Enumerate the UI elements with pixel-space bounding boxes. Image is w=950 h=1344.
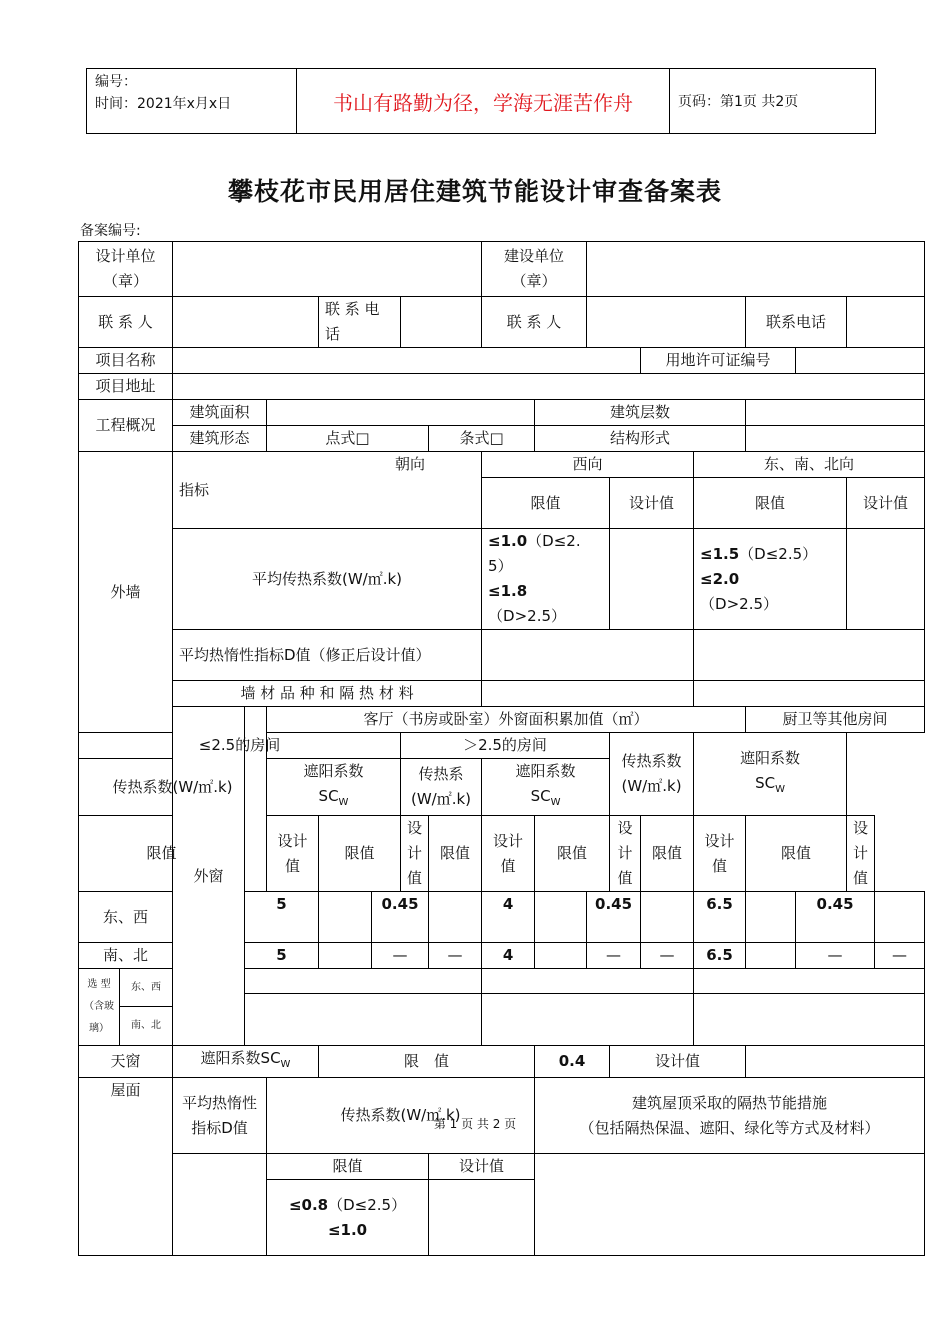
skylight-shading-label bbox=[173, 1046, 319, 1078]
wall-west-label: 西向 bbox=[482, 452, 694, 478]
wall-west-limit-header: 限值 bbox=[482, 478, 610, 529]
contact-phone2-field[interactable] bbox=[847, 297, 925, 348]
window-sn-limit-3: 4 bbox=[482, 943, 535, 969]
window-ew-limit-3: 4 bbox=[482, 892, 535, 943]
structure-type-field[interactable] bbox=[746, 426, 925, 452]
building-form-label: 建筑形态 bbox=[173, 426, 267, 452]
window-selection-text: 选 型 bbox=[87, 979, 111, 990]
wall-inertia-label: 平均热惰性指标D值（修正后设计值） bbox=[173, 630, 482, 681]
window-sel-ew-kitchen-field[interactable] bbox=[694, 969, 925, 994]
window-sn-design-6: — bbox=[875, 943, 925, 969]
wall-indicator-label: 指标 bbox=[173, 478, 482, 529]
window-gt25-shading-text: 遮阳系数 bbox=[515, 762, 576, 780]
wall-ens-limit2: ≤2.0 bbox=[700, 569, 740, 588]
window-le25-shading-text: 遮阳系数 bbox=[303, 762, 364, 780]
contact2-label: 联 系 人 bbox=[482, 297, 587, 348]
page-label: 页码：第1页 共2页 bbox=[670, 69, 876, 134]
filing-form-table bbox=[78, 241, 925, 1256]
wall-west-limit1: ≤1.0 bbox=[488, 532, 528, 550]
wall-material-label: 墙 材 品 种 和 隔 热 材 料 bbox=[173, 681, 482, 707]
window-south-north-label: 南、北 bbox=[79, 943, 173, 969]
window-sel-sn-le25-field[interactable] bbox=[245, 994, 482, 1046]
roof-measures-text: 建筑屋顶采取的隔热节能措施 bbox=[632, 1093, 828, 1112]
wall-west-design-header: 设计值 bbox=[610, 478, 694, 529]
contact2-field[interactable] bbox=[587, 297, 746, 348]
window-sn-design-5[interactable] bbox=[746, 943, 796, 969]
window-selection-orient bbox=[120, 969, 173, 1045]
strip-type-checkbox[interactable]: 条式□ bbox=[429, 426, 535, 452]
window-le25-label: ≤2.5的房间 bbox=[79, 733, 401, 759]
land-permit-label: 用地许可证编号 bbox=[641, 348, 796, 374]
window-ew-design-2[interactable] bbox=[429, 892, 482, 943]
roof-design-header: 设计值 bbox=[429, 1154, 535, 1180]
window-sn-limit-5: 6.5 bbox=[694, 943, 746, 969]
build-unit-label: 建设单位（章） bbox=[482, 242, 587, 297]
window-sel-sn: 南、北 bbox=[131, 1020, 161, 1031]
header-info bbox=[87, 69, 297, 134]
skylight-limit-label: 限 值 bbox=[319, 1046, 535, 1078]
window-ew-limit-2: 0.45 bbox=[372, 892, 429, 943]
window-selection-label bbox=[79, 969, 120, 1045]
window-h-design-3: 设计值 bbox=[482, 816, 535, 892]
record-number-label: 备案编号: bbox=[80, 223, 141, 239]
wall-inertia-ens-field[interactable] bbox=[694, 630, 925, 681]
contact-phone2-label: 联系电话 bbox=[746, 297, 847, 348]
window-h-design-4: 设计值 bbox=[610, 816, 641, 892]
roof-label: 屋面 bbox=[79, 1078, 173, 1256]
window-sel-ew-gt25-field[interactable] bbox=[482, 969, 694, 994]
window-h-limit-4: 限值 bbox=[535, 816, 610, 892]
window-h-design-5: 设计值 bbox=[694, 816, 746, 892]
wall-ens-cond1: （D≤2.5） bbox=[739, 544, 818, 563]
window-ew-limit-4: 0.45 bbox=[587, 892, 641, 943]
wall-ens-limit-header: 限值 bbox=[694, 478, 847, 529]
roof-inertia-field[interactable] bbox=[173, 1154, 267, 1256]
window-le25-heat-label: 传热系数(W/㎡.k) bbox=[79, 759, 267, 816]
contact-phone-field[interactable] bbox=[401, 297, 482, 348]
project-address-label: 项目地址 bbox=[79, 374, 173, 400]
roof-measures-label bbox=[535, 1078, 925, 1154]
footer-page-number: 第 1 页 共 2 页 bbox=[433, 1117, 517, 1131]
window-sn-design-2: — bbox=[429, 943, 482, 969]
wall-ens-cond2: （D>2.5） bbox=[700, 594, 779, 613]
page-title: 攀枝花市民用居住建筑节能设计审查备案表 bbox=[227, 177, 722, 206]
window-kitchen-label: 厨卫等其他房间 bbox=[746, 707, 925, 733]
window-h-limit-6: 限值 bbox=[746, 816, 847, 892]
window-sn-design-1[interactable] bbox=[319, 943, 372, 969]
window-kitchen-shading-label bbox=[694, 733, 847, 816]
window-gt25-label: ＞2.5的房间 bbox=[401, 733, 610, 759]
wall-label: 外墙 bbox=[79, 452, 173, 733]
roof-design-field[interactable] bbox=[429, 1180, 535, 1256]
wall-inertia-west-field[interactable] bbox=[482, 630, 694, 681]
window-le25-sc: SC bbox=[318, 787, 339, 805]
window-gt25-shading-label bbox=[482, 759, 610, 816]
window-h-design-1: 设计值 bbox=[267, 816, 319, 892]
wall-ens-design-header: 设计值 bbox=[847, 478, 925, 529]
window-label: 外窗 bbox=[173, 707, 245, 1046]
building-area-label: 建筑面积 bbox=[173, 400, 267, 426]
window-selection-subtable bbox=[79, 969, 172, 1045]
land-permit-field[interactable] bbox=[796, 348, 925, 374]
window-h-design-2: 设计值 bbox=[401, 816, 429, 892]
window-kitchen-shading-text: 遮阳系数 bbox=[740, 749, 801, 767]
building-floors-label: 建筑层数 bbox=[535, 400, 746, 426]
window-east-west-label: 东、西 bbox=[79, 892, 173, 943]
window-ew-design-1[interactable] bbox=[319, 892, 372, 943]
window-ew-design-5[interactable] bbox=[746, 892, 796, 943]
design-unit-label: 设计单位（章） bbox=[79, 242, 173, 297]
wall-ens-limit-cell bbox=[694, 529, 847, 630]
number-label: 编号： bbox=[95, 74, 137, 90]
skylight-limit-value: 0.4 bbox=[535, 1046, 610, 1078]
time-label: 时间：2021年x月x日 bbox=[95, 96, 232, 112]
wall-ens-label: 东、南、北向 bbox=[694, 452, 925, 478]
window-sn-limit-4: — bbox=[587, 943, 641, 969]
contact-label: 联 系 人 bbox=[79, 297, 173, 348]
roof-limit-header: 限值 bbox=[267, 1154, 429, 1180]
window-gt25-heat-label bbox=[401, 759, 482, 816]
window-gt25-heat-text: 传热系 bbox=[418, 765, 464, 783]
overview-label: 工程概况 bbox=[79, 400, 173, 452]
window-kitchen-sc-w: W bbox=[775, 784, 785, 795]
window-le25-sc-w: W bbox=[338, 797, 349, 808]
header-table bbox=[86, 68, 876, 134]
window-h-limit-2: 限值 bbox=[319, 816, 401, 892]
wall-material-ens-field[interactable] bbox=[694, 681, 925, 707]
contact-field[interactable] bbox=[173, 297, 319, 348]
wall-ens-limit1: ≤1.5 bbox=[700, 544, 740, 563]
project-address-field[interactable] bbox=[173, 374, 925, 400]
window-sn-limit-2: — bbox=[372, 943, 429, 969]
window-kitchen-heat-text: 传热系数(W/㎡.k) bbox=[621, 752, 682, 795]
project-name-field[interactable] bbox=[173, 348, 641, 374]
window-gt25-sc: SC bbox=[530, 787, 551, 805]
roof-measures-field[interactable] bbox=[535, 1154, 925, 1256]
window-ew-limit-5: 6.5 bbox=[694, 892, 746, 943]
building-floors-field[interactable] bbox=[746, 400, 925, 426]
wall-west-cond2: （D>2.5） bbox=[488, 607, 567, 625]
window-h-design-6: 设计值 bbox=[847, 816, 875, 892]
window-kitchen-heat-label bbox=[610, 733, 694, 816]
skylight-label: 天窗 bbox=[79, 1046, 173, 1078]
window-sel-ew: 东、西 bbox=[120, 969, 172, 1007]
window-sn-limit-6: — bbox=[796, 943, 875, 969]
build-unit-field[interactable] bbox=[587, 242, 925, 297]
window-ew-limit-1: 5 bbox=[245, 892, 319, 943]
wall-orientation-label: 朝向 bbox=[173, 452, 482, 478]
skylight-design-label: 设计值 bbox=[610, 1046, 746, 1078]
project-name-label: 项目名称 bbox=[79, 348, 173, 374]
skylight-design-field[interactable] bbox=[746, 1046, 925, 1078]
roof-limit1: ≤0.8 bbox=[288, 1195, 329, 1214]
structure-type-label: 结构形式 bbox=[535, 426, 746, 452]
building-area-field[interactable] bbox=[267, 400, 535, 426]
wall-west-cond1: （D≤2.5） bbox=[488, 532, 581, 575]
skylight-shading-text: 遮阳系数SC bbox=[200, 1049, 281, 1067]
window-ew-design-4[interactable] bbox=[641, 892, 694, 943]
roof-limit-cell bbox=[267, 1180, 429, 1256]
roof-measures-detail: （包括隔热保温、遮阳、绿化等方式及材料） bbox=[579, 1118, 880, 1137]
wall-west-limit-cell bbox=[482, 529, 610, 630]
window-h-limit-1: 限值 bbox=[79, 816, 245, 892]
window-le25-shading-label bbox=[267, 759, 401, 816]
window-living-label: 客厅（书房或卧室）外窗面积累加值（㎡） bbox=[267, 707, 746, 733]
window-sn-limit-1: 5 bbox=[245, 943, 319, 969]
wall-west-design-field[interactable] bbox=[610, 529, 694, 630]
motto: 书山有路勤为径，学海无涯苦作舟 bbox=[297, 69, 670, 134]
window-ew-design-3[interactable] bbox=[535, 892, 587, 943]
window-glass-text: （含玻璃） bbox=[84, 1001, 114, 1034]
roof-limit2: ≤1.0 bbox=[327, 1220, 368, 1239]
window-h-limit-5: 限值 bbox=[641, 816, 694, 892]
window-gt25-sc-w: W bbox=[550, 797, 561, 808]
contact-phone-label: 联 系 电 话 bbox=[319, 297, 401, 348]
roof-heat-label: 传热系数(W/㎡.k) bbox=[267, 1078, 535, 1154]
design-unit-field[interactable] bbox=[173, 242, 482, 297]
window-sel-ew-le25-field[interactable] bbox=[245, 969, 482, 994]
window-kitchen-sc: SC bbox=[755, 774, 776, 792]
window-h-limit-3: 限值 bbox=[429, 816, 482, 892]
window-sel-sn-kitchen-field[interactable] bbox=[694, 994, 925, 1046]
window-sn-design-4: — bbox=[641, 943, 694, 969]
window-sn-design-3[interactable] bbox=[535, 943, 587, 969]
skylight-sc-w: W bbox=[280, 1059, 291, 1070]
window-selection-cell bbox=[79, 969, 173, 1046]
wall-heat-coef-label: 平均传热系数(W/㎡.k) bbox=[173, 529, 482, 630]
window-gt25-heat-unit: (W/㎡.k) bbox=[410, 790, 472, 808]
wall-material-west-field[interactable] bbox=[482, 681, 694, 707]
window-ew-design-6[interactable] bbox=[875, 892, 925, 943]
window-sel-sn-gt25-field[interactable] bbox=[482, 994, 694, 1046]
roof-inertia-label: 平均热惰性指标D值 bbox=[173, 1078, 267, 1154]
window-ew-limit-6: 0.45 bbox=[796, 892, 875, 943]
wall-ens-design-field[interactable] bbox=[847, 529, 925, 630]
roof-cond1: （D≤2.5） bbox=[328, 1195, 407, 1214]
wall-west-limit2: ≤1.8 bbox=[488, 582, 528, 600]
point-type-checkbox[interactable]: 点式□ bbox=[267, 426, 429, 452]
